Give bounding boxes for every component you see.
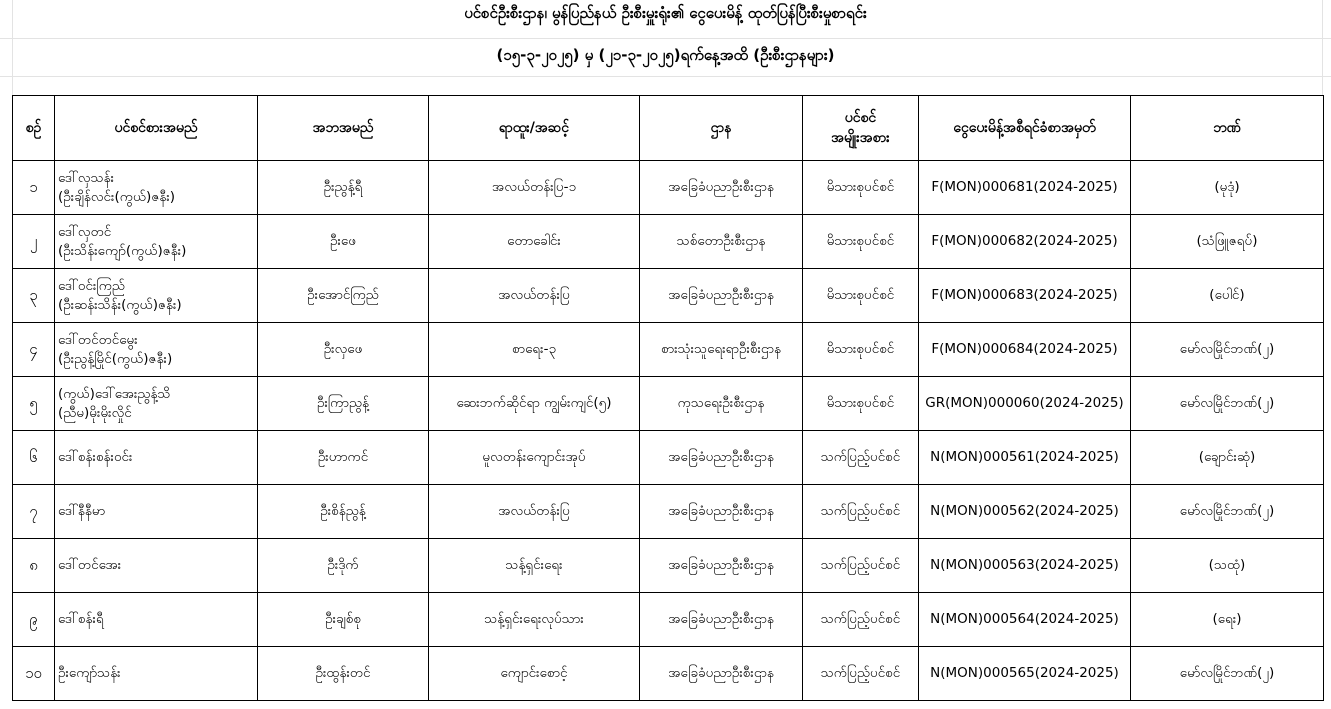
cell-name[interactable] [55, 215, 258, 269]
cell-name-line2: (ဦးဆန်းသိန်း(ကွယ်)ဇနီး) [58, 296, 182, 313]
cell-pension-type[interactable]: မိသားစုပင်စင် [803, 215, 919, 269]
cell-position[interactable]: သန့်ရှင်းရေး [429, 539, 640, 593]
sheet-subtitle-date-range: (၁၅-၃-၂၀၂၅) မှ (၂၁-၃-၂၀၂၅)ရက်နေ့အထိ (ဦးစီးဌာနများ) [496, 46, 835, 64]
table-row [13, 539, 1324, 593]
cell-bank[interactable]: မော်လမြိုင်ဘဏ်(၂) [1131, 647, 1324, 701]
cell-order-no[interactable]: N(MON)000561(2024-2025) [919, 431, 1131, 485]
cell-bank[interactable]: (ပေါင်) [1131, 269, 1324, 323]
cell-pension-type[interactable]: မိသားစုပင်စင် [803, 377, 919, 431]
cell-pension-type[interactable]: သက်ပြည့်ပင်စင် [803, 485, 919, 539]
cell-department[interactable]: အခြေခံပညာဦးစီးဌာန [640, 269, 803, 323]
pension-order-table [12, 95, 1324, 701]
cell-name-line2: (ညီမ)မိုးမိုးလှိုင် [58, 404, 132, 421]
cell-name[interactable] [55, 161, 258, 215]
cell-no[interactable]: ၃ [13, 269, 55, 323]
cell-position[interactable]: အလယ်တန်းပြ-၁ [429, 161, 640, 215]
table-header-row [13, 96, 1324, 161]
cell-pension-type[interactable]: မိသားစုပင်စင် [803, 323, 919, 377]
cell-name-line1: ဒေါ်လှသန်း [58, 169, 115, 186]
cell-order-no[interactable]: F(MON)000683(2024-2025) [919, 269, 1131, 323]
header-no[interactable]: စဉ် [13, 96, 55, 161]
cell-name-line2: (ဦးသိန်းကျော်(ကွယ်)ဇနီး) [58, 242, 187, 259]
cell-position[interactable]: အလယ်တန်းပြ [429, 485, 640, 539]
cell-name-line2: (ဦးချိန်လင်း(ကွယ်)ဇနီး) [58, 188, 176, 205]
cell-name[interactable] [55, 593, 258, 647]
cell-order-no[interactable]: N(MON)000564(2024-2025) [919, 593, 1131, 647]
cell-department[interactable]: အခြေခံပညာဦးစီးဌာန [640, 593, 803, 647]
cell-pension-type[interactable]: သက်ပြည့်ပင်စင် [803, 647, 919, 701]
cell-father[interactable]: ဦးကြာညွန့် [258, 377, 429, 431]
cell-name-line1: ဒေါ်တင်အေး [58, 557, 122, 573]
cell-name[interactable] [55, 431, 258, 485]
cell-department[interactable]: အခြေခံပညာဦးစီးဌာန [640, 431, 803, 485]
table-row [13, 431, 1324, 485]
header-pension-type-line1: ပင်စင် [844, 110, 877, 126]
cell-name-line1: ဒေါ်တင်တင်မွေး [58, 331, 138, 348]
cell-order-no[interactable]: F(MON)000682(2024-2025) [919, 215, 1131, 269]
table-row [13, 647, 1324, 701]
cell-department[interactable]: အခြေခံပညာဦးစီးဌာန [640, 647, 803, 701]
cell-order-no[interactable]: N(MON)000563(2024-2025) [919, 539, 1131, 593]
cell-position[interactable]: သန့်ရှင်းရေးလုပ်သား [429, 593, 640, 647]
table-row [13, 323, 1324, 377]
cell-department[interactable]: အခြေခံပညာဦးစီးဌာန [640, 539, 803, 593]
cell-order-no[interactable]: N(MON)000562(2024-2025) [919, 485, 1131, 539]
cell-bank[interactable]: (မုဒုံ) [1131, 161, 1324, 215]
cell-department[interactable]: ကုသရေးဦးစီးဌာန [640, 377, 803, 431]
cell-bank[interactable]: (ချောင်းဆုံ) [1131, 431, 1324, 485]
cell-no[interactable]: ၁၀ [13, 647, 55, 701]
header-pension-type[interactable] [803, 96, 919, 161]
cell-bank[interactable]: မော်လမြိုင်ဘဏ်(၂) [1131, 485, 1324, 539]
table-row [13, 269, 1324, 323]
cell-bank[interactable]: (သထုံ) [1131, 539, 1324, 593]
cell-bank[interactable]: (သံဖြူဇရပ်) [1131, 215, 1324, 269]
cell-position[interactable]: ဆေးဘက်ဆိုင်ရာ ကျွမ်းကျင်(၅) [429, 377, 640, 431]
cell-pension-type[interactable]: မိသားစုပင်စင် [803, 161, 919, 215]
cell-name-line1: ဒေါ်ဝင်းကြည် [58, 277, 125, 294]
cell-father[interactable]: ဦးဒိုက် [258, 539, 429, 593]
cell-position[interactable]: ကျောင်းစောင့် [429, 647, 640, 701]
cell-father[interactable]: ဦးညွန့်ရီ [258, 161, 429, 215]
cell-order-no[interactable]: F(MON)000681(2024-2025) [919, 161, 1131, 215]
cell-no[interactable]: ၈ [13, 539, 55, 593]
cell-position[interactable]: မူလတန်းကျောင်းအုပ် [429, 431, 640, 485]
cell-name-line1: ဒေါ်စန်းစန်းဝင်း [58, 449, 133, 465]
cell-position[interactable]: အလယ်တန်းပြ [429, 269, 640, 323]
sheet-title: ပင်စင်ဦးစီးဌာန၊ မွန်ပြည်နယ် ဦးစီးမှူးရုံး၏ ငွေပေးမိန့် ထုတ်ပြန်ပြီးစီးမှုစာရင်း [464, 4, 867, 22]
cell-no[interactable]: ၅ [13, 377, 55, 431]
header-department[interactable]: ဌာန [640, 96, 803, 161]
cell-pension-type[interactable]: သက်ပြည့်ပင်စင် [803, 593, 919, 647]
cell-pension-type[interactable]: သက်ပြည့်ပင်စင် [803, 539, 919, 593]
header-pension-type-line2: အမျိုးအစား [831, 130, 890, 146]
cell-father[interactable]: ဦးဟာကင် [258, 431, 429, 485]
cell-department[interactable]: အခြေခံပညာဦးစီးဌာန [640, 161, 803, 215]
cell-order-no[interactable]: N(MON)000565(2024-2025) [919, 647, 1131, 701]
cell-order-no[interactable]: F(MON)000684(2024-2025) [919, 323, 1131, 377]
cell-bank[interactable]: မော်လမြိုင်ဘဏ်(၂) [1131, 377, 1324, 431]
table-row [13, 593, 1324, 647]
table-row [13, 215, 1324, 269]
cell-bank[interactable]: (ရေး) [1131, 593, 1324, 647]
cell-name[interactable] [55, 485, 258, 539]
cell-father[interactable]: ဦးအောင်ကြည် [258, 269, 429, 323]
cell-father[interactable]: ဦးစိန်ညွန့် [258, 485, 429, 539]
header-father[interactable]: အဘအမည် [258, 96, 429, 161]
cell-name-line1: ဒေါ်စန်းရီ [58, 611, 104, 627]
cell-name[interactable] [55, 647, 258, 701]
cell-order-no[interactable]: GR(MON)000060(2024-2025) [919, 377, 1131, 431]
table-row [13, 485, 1324, 539]
cell-father[interactable]: ဦးဖေ [258, 215, 429, 269]
cell-name[interactable] [55, 539, 258, 593]
cell-name[interactable] [55, 377, 258, 431]
table-row [13, 377, 1324, 431]
cell-no[interactable]: ၁ [13, 161, 55, 215]
header-order-no[interactable]: ငွေပေးမိန့်အစီရင်ခံစာအမှတ် [919, 96, 1131, 161]
cell-pension-type[interactable]: သက်ပြည့်ပင်စင် [803, 431, 919, 485]
cell-father[interactable]: ဦးချစ်စု [258, 593, 429, 647]
cell-position[interactable]: တောခေါင်း [429, 215, 640, 269]
cell-department[interactable]: သစ်တောဦးစီးဌာန [640, 215, 803, 269]
cell-name-line1: ဒေါ်လှတင် [58, 223, 112, 240]
cell-name-line2: (ဦးညွန့်မြိုင်(ကွယ်)ဇနီး) [58, 350, 173, 367]
cell-name-line1: ဒေါ်နီနီမာ [58, 503, 106, 519]
cell-department[interactable]: စားသုံးသူရေးရာဦးစီးဌာန [640, 323, 803, 377]
cell-name[interactable] [55, 323, 258, 377]
cell-no[interactable]: ၇ [13, 485, 55, 539]
cell-father[interactable]: ဦးထွန်းတင် [258, 647, 429, 701]
header-bank[interactable]: ဘဏ် [1131, 96, 1324, 161]
cell-bank[interactable]: မော်လမြိုင်ဘဏ်(၂) [1131, 323, 1324, 377]
header-name[interactable]: ပင်စင်စားအမည် [55, 96, 258, 161]
cell-no[interactable]: ၄ [13, 323, 55, 377]
cell-department[interactable]: အခြေခံပညာဦးစီးဌာန [640, 485, 803, 539]
cell-name[interactable] [55, 269, 258, 323]
cell-no[interactable]: ၆ [13, 431, 55, 485]
cell-pension-type[interactable]: မိသားစုပင်စင် [803, 269, 919, 323]
cell-no[interactable]: ၉ [13, 593, 55, 647]
cell-no[interactable]: ၂ [13, 215, 55, 269]
table-row [13, 161, 1324, 215]
cell-father[interactable]: ဦးလှဖေ [258, 323, 429, 377]
cell-name-line1: (ကွယ်)ဒေါ်အေးညွန့်သိ [58, 385, 171, 402]
cell-position[interactable]: စာရေး-၃ [429, 323, 640, 377]
cell-name-line1: ဦးကျော်သန်း [58, 665, 121, 681]
header-position[interactable]: ရာထူး/အဆင့် [429, 96, 640, 161]
